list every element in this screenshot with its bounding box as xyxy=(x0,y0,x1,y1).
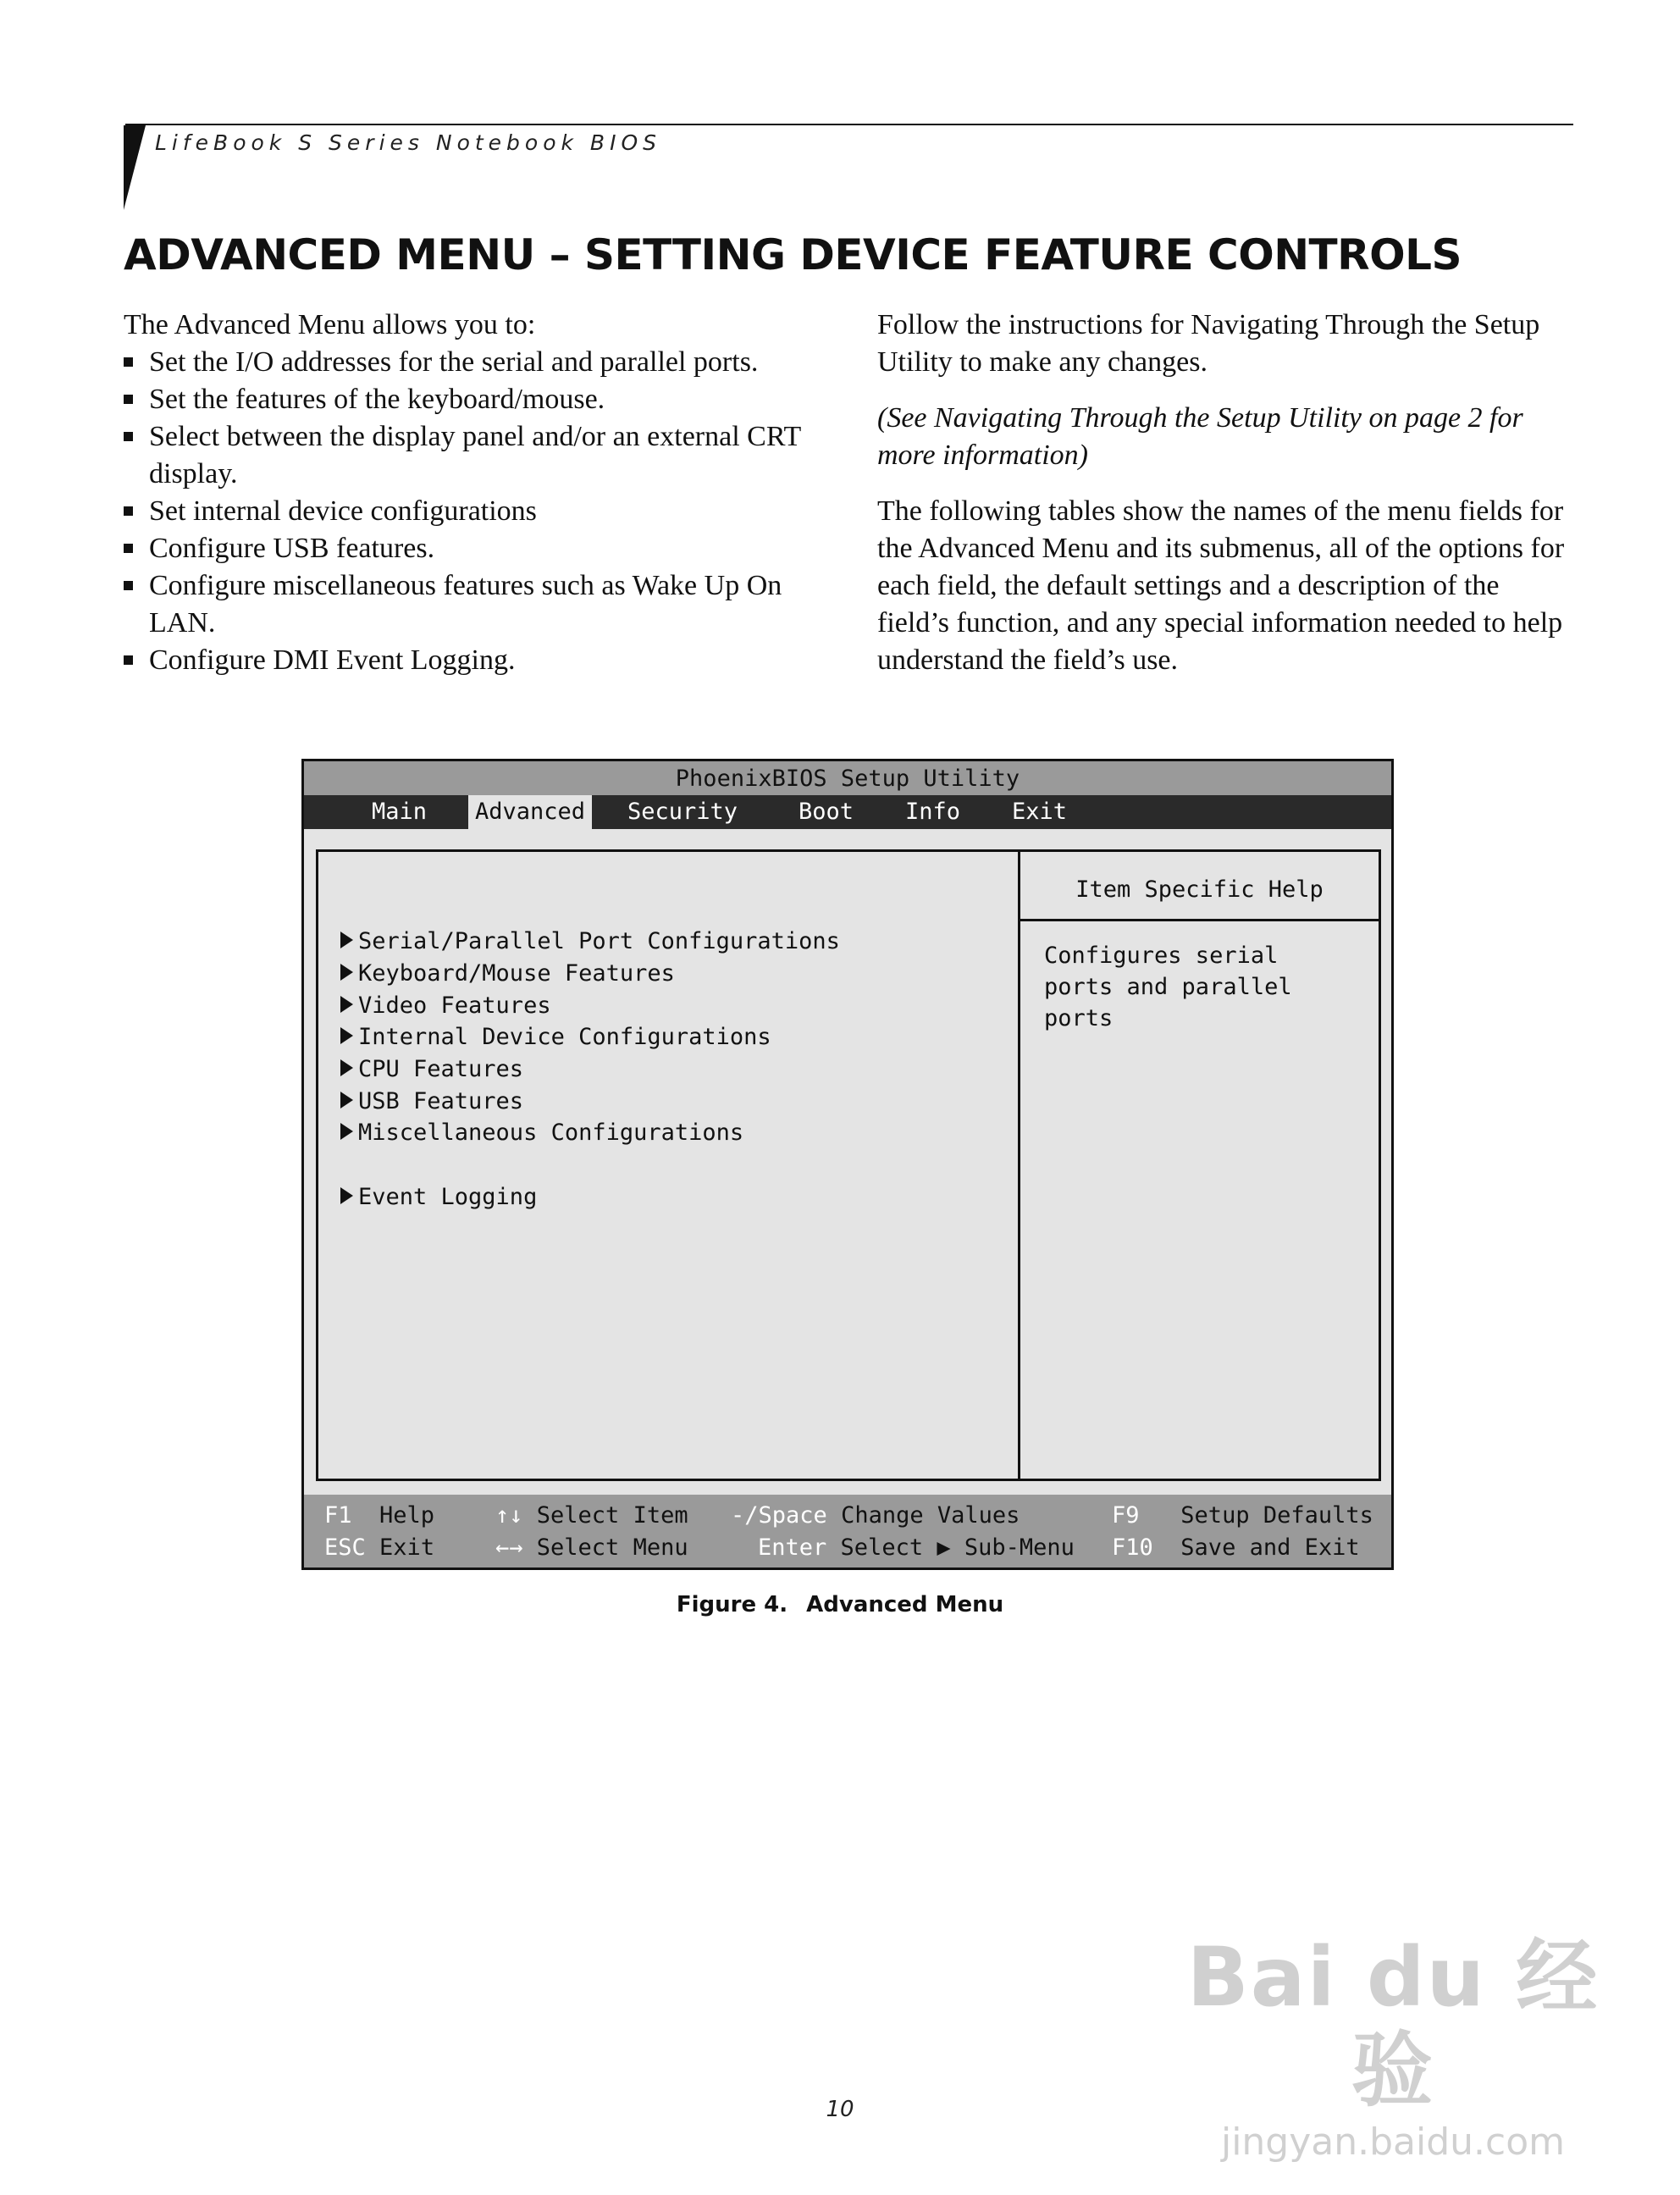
submenu-arrow-icon xyxy=(340,964,353,981)
bios-key-legend xyxy=(304,1495,1391,1567)
instructions-paragraph: Follow the instructions for Navigating Through the Setup Utility to make any changes. xyxy=(877,309,1540,378)
key-select-item: ↑↓ Select Item xyxy=(495,1502,688,1529)
watermark-url: jingyan.baidu.com xyxy=(1220,2120,1566,2164)
submenu-arrow-icon xyxy=(340,932,353,948)
intro-column xyxy=(124,307,826,679)
list-item: Configure DMI Event Logging. xyxy=(124,642,826,679)
key-setup-defaults: F9 Setup Defaults xyxy=(1112,1502,1373,1529)
header-marker xyxy=(124,125,146,210)
running-header: LifeBook S Series Notebook BIOS xyxy=(155,130,661,155)
submenu-arrow-icon xyxy=(340,1092,353,1109)
watermark-logo: Bai du 经验 xyxy=(1186,1930,1600,2118)
tables-description: The following tables show the names of the menu fields for the Advanced Menu and its submenus, all of the options for each field, the default settings and a description of the field’s function, and any special information needed to help understand the field’s use. xyxy=(877,495,1565,676)
list-item: Select between the display panel and/or an external CRT display. xyxy=(124,418,826,493)
menu-item-event-logging[interactable]: Event Logging xyxy=(340,1182,537,1213)
menu-item-cpu[interactable]: CPU Features xyxy=(340,1054,523,1085)
key-sub-menu: Enter Select ▶ Sub-Menu xyxy=(758,1534,1075,1561)
tab-boot[interactable]: Boot xyxy=(799,799,854,825)
instructions-column xyxy=(877,307,1572,679)
page-title: ADVANCED MENU – SETTING DEVICE FEATURE CONTROLS xyxy=(124,230,1462,279)
tab-advanced[interactable]: Advanced xyxy=(468,795,592,829)
cross-reference-note: (See Navigating Through the Setup Utility on page 2 for more information) xyxy=(877,402,1523,471)
menu-item-internal-device[interactable]: Internal Device Configurations xyxy=(340,1022,771,1053)
figure-number: Figure 4. xyxy=(676,1592,788,1617)
menu-item-video[interactable]: Video Features xyxy=(340,991,551,1021)
list-item: Set internal device configurations xyxy=(124,493,826,530)
bios-menu-bar xyxy=(304,795,1391,829)
tab-main[interactable]: Main xyxy=(372,799,428,825)
key-save-exit: F10 Save and Exit xyxy=(1112,1534,1360,1561)
feature-list xyxy=(124,344,826,679)
figure-caption xyxy=(0,1592,1680,1617)
menu-item-usb[interactable]: USB Features xyxy=(340,1086,523,1117)
menu-item-keyboard-mouse[interactable]: Keyboard/Mouse Features xyxy=(340,959,675,989)
submenu-arrow-icon xyxy=(340,1123,353,1140)
menu-item-serial-parallel[interactable]: Serial/Parallel Port Configurations xyxy=(340,926,840,957)
help-text: Configures serial ports and parallel ports xyxy=(1044,943,1292,1031)
submenu-arrow-icon xyxy=(340,996,353,1013)
list-item: Set the I/O addresses for the serial and parallel ports. xyxy=(124,344,826,381)
list-item: Configure USB features. xyxy=(124,530,826,567)
header-rule xyxy=(125,124,1573,125)
page-number: 10 xyxy=(826,2097,854,2122)
key-change-values: -/Space Change Values xyxy=(731,1502,1020,1529)
key-exit: ESC Exit xyxy=(324,1534,435,1561)
bios-screen xyxy=(301,759,1394,1570)
tab-info[interactable]: Info xyxy=(905,799,961,825)
list-item: Configure miscellaneous features such as Wake Up On LAN. xyxy=(124,567,826,642)
tab-security[interactable]: Security xyxy=(627,799,738,825)
submenu-arrow-icon xyxy=(340,1187,353,1204)
baidu-watermark xyxy=(1177,1931,1609,2168)
help-title: Item Specific Help xyxy=(1020,852,1379,921)
list-item: Set the features of the keyboard/mouse. xyxy=(124,381,826,418)
key-select-menu: ←→ Select Menu xyxy=(495,1534,688,1561)
tab-exit[interactable]: Exit xyxy=(1012,799,1068,825)
key-help: F1 Help xyxy=(324,1502,435,1529)
intro-lead: The Advanced Menu allows you to: xyxy=(124,309,536,340)
figure-title: Advanced Menu xyxy=(806,1592,1004,1617)
menu-item-miscellaneous[interactable]: Miscellaneous Configurations xyxy=(340,1118,743,1148)
submenu-arrow-icon xyxy=(340,1059,353,1076)
bios-menu-panel xyxy=(316,849,1020,1481)
bios-help-panel xyxy=(1020,849,1381,1481)
submenu-arrow-icon xyxy=(340,1027,353,1044)
bios-title-bar: PhoenixBIOS Setup Utility xyxy=(304,761,1391,795)
